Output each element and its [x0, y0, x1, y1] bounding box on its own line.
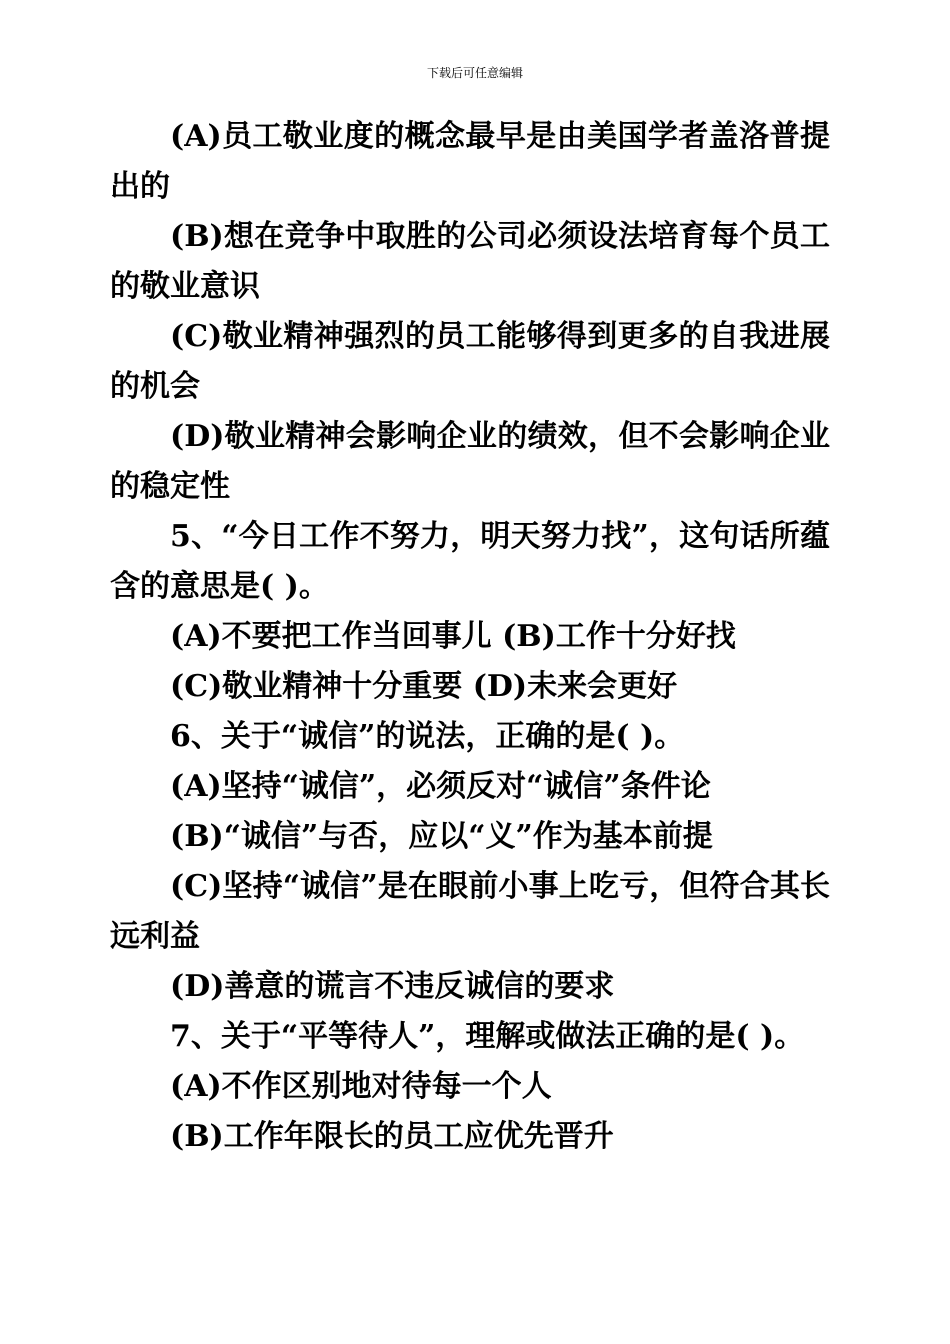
option-7a: (A)不作区别地对待每一个人 [170, 1069, 552, 1104]
option-6a: (A)坚持“诚信”，必须反对“诚信”条件论 [170, 769, 711, 804]
options-5ab: (A)不要把工作当回事儿 (B)工作十分好找 [170, 619, 736, 654]
question-5: 5、“今日工作不努力，明天努力找”，这句话所蕴含的意思是( )。 [110, 519, 830, 604]
option-6d: (D)善意的谎言不违反诚信的要求 [170, 969, 615, 1004]
document-body [110, 112, 830, 1162]
option-4d: (D)敬业精神会影响企业的绩效，但不会影响企业的稳定性 [110, 419, 830, 504]
option-6c: (C)坚持“诚信”是在眼前小事上吃亏，但符合其长远利益 [110, 869, 830, 954]
page-header: 下载后可任意编辑 [426, 66, 523, 80]
option-7b: (B)工作年限长的员工应优先晋升 [170, 1119, 614, 1154]
option-6b: (B)“诚信”与否，应以“义”作为基本前提 [170, 819, 713, 854]
options-5cd: (C)敬业精神十分重要 (D)未来会更好 [170, 669, 678, 704]
option-4b: (B)想在竞争中取胜的公司必须设法培育每个员工的敬业意识 [110, 219, 830, 304]
option-4a: (A)员工敬业度的概念最早是由美国学者盖洛普提出的 [110, 119, 830, 204]
option-4c: (C)敬业精神强烈的员工能够得到更多的自我进展的机会 [110, 319, 830, 404]
question-7: 7、关于“平等待人”，理解或做法正确的是( )。 [170, 1019, 805, 1054]
question-6: 6、关于“诚信”的说法，正确的是( )。 [170, 719, 685, 754]
